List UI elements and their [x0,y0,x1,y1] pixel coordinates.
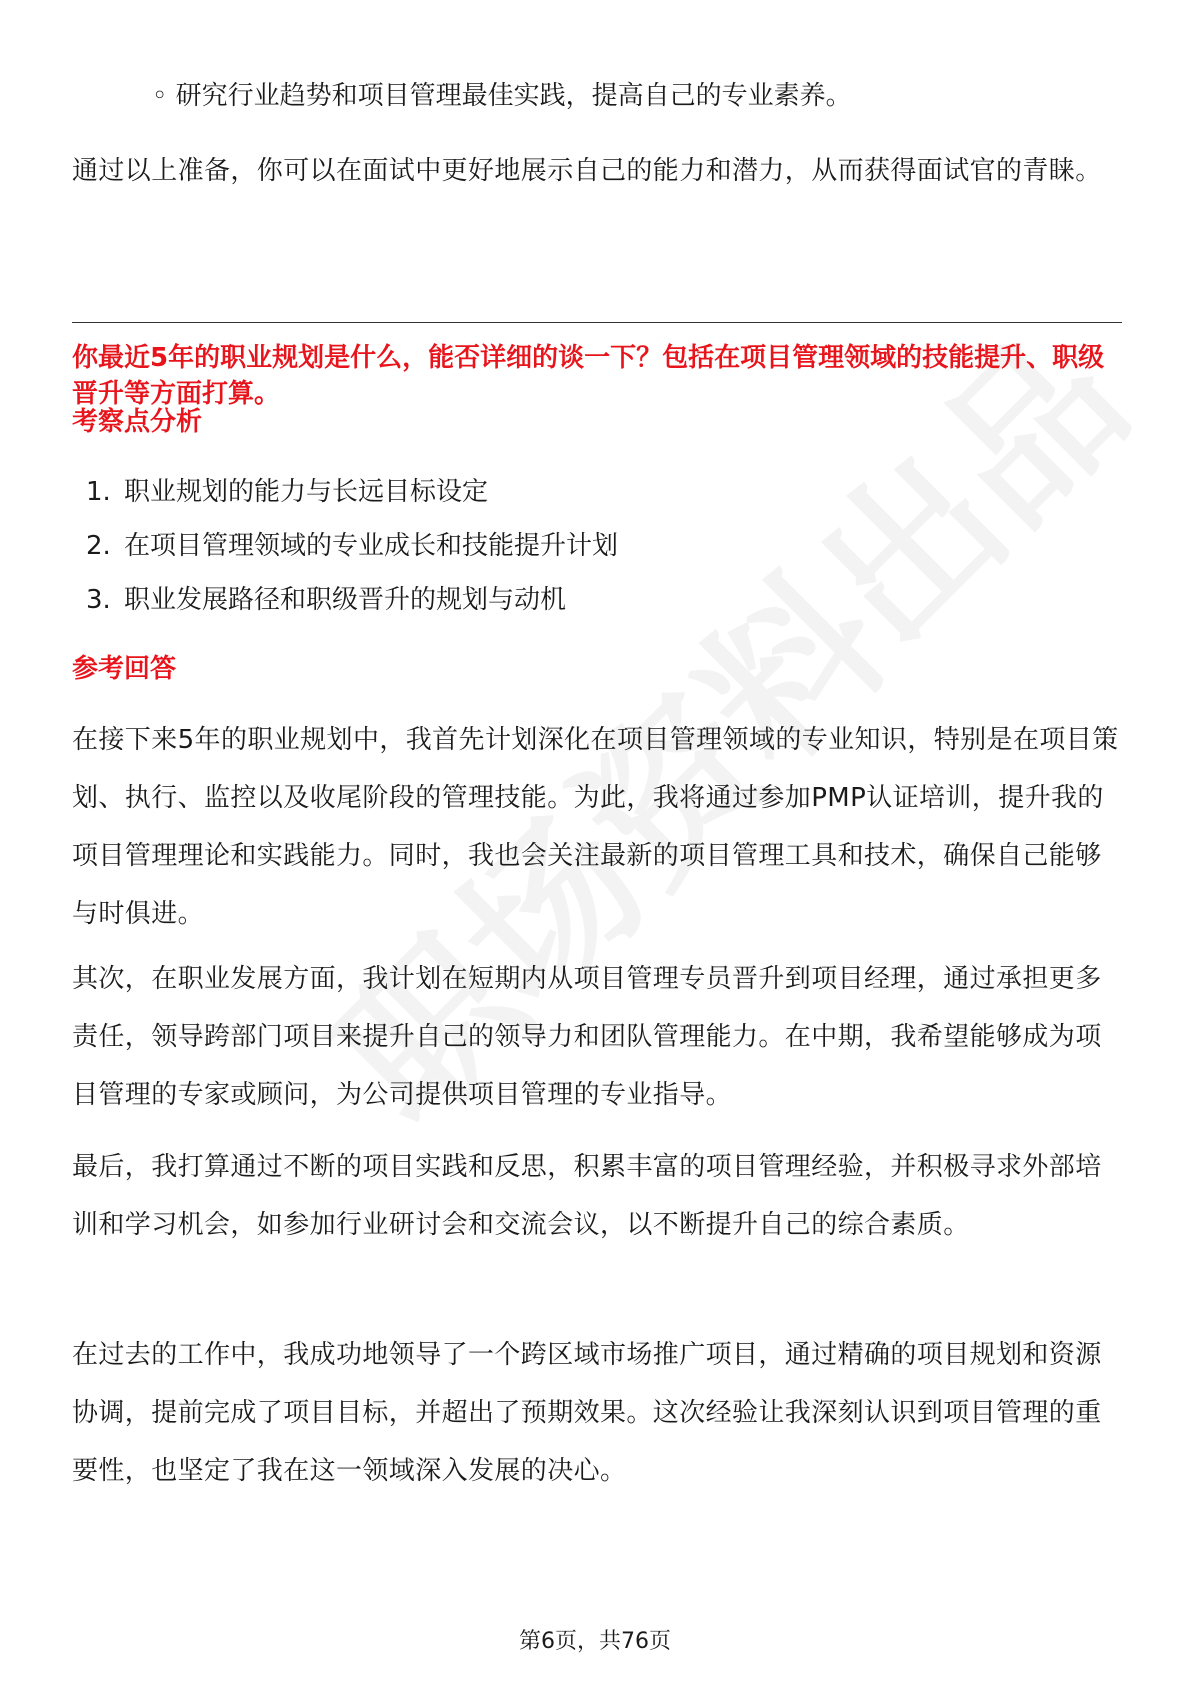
page-footer: 第6页，共76页 [519,1629,671,1654]
analysis-list-item [86,528,618,564]
list-item-text: 职业发展路径和职级晋升的规划与动机 [124,585,567,615]
answer-paragraph: 其次，在职业发展方面，我计划在短期内从项目管理专员晋升到项目经理，通过承担更多责任，领导跨部门项目来提升自己的领导力和团队管理能力。在中期，我希望能够成为项目管理的专家或顾问，为公司提供项目管理的专业指导。 [72,964,1102,1110]
analysis-heading: 考察点分析 [72,407,203,437]
answer-paragraph: 在接下来5年的职业规划中，我首先计划深化在项目管理领域的专业知识，特别是在项目策划、执行、监控以及收尾阶段的管理技能。为此，我将通过参加PMP认证培训，提升我的项目管理理论和实践能力。同时，我也会关注最新的项目管理工具和技术，确保自己能够与时俱进。 [72,725,1119,929]
list-number: 2. [86,531,111,561]
list-number: 1. [86,477,111,507]
list-item-text: 在项目管理领域的专业成长和技能提升计划 [124,531,619,561]
answer-paragraph: 最后，我打算通过不断的项目实践和反思，积累丰富的项目管理经验，并积极寻求外部培训和学习机会，如参加行业研讨会和交流会议，以不断提升自己的综合素质。 [72,1152,1102,1240]
bullet-text: 研究行业趋势和项目管理最佳实践，提高自己的专业素养。 [175,81,852,111]
list-item-text: 职业规划的能力与长远目标设定 [124,477,489,507]
answer-heading: 参考回答 [72,654,177,684]
analysis-list-item [86,474,488,510]
analysis-list-item [86,582,566,618]
section-divider [72,322,1122,323]
bullet-item [152,76,852,116]
list-number: 3. [86,585,111,615]
interview-question: 你最近5年的职业规划是什么，能否详细的谈一下？包括在项目管理领域的技能提升、职级晋升等方面打算。 [72,343,1105,409]
intro-paragraph: 通过以上准备，你可以在面试中更好地展示自己的能力和潜力，从而获得面试官的青睐。 [72,156,1102,186]
hollow-bullet-icon: ◦ [152,81,168,111]
answer-paragraph: 在过去的工作中，我成功地领导了一个跨区域市场推广项目，通过精确的项目规划和资源协调，提前完成了项目目标，并超出了预期效果。这次经验让我深刻认识到项目管理的重要性，也坚定了我在这一领域深入发展的决心。 [72,1340,1102,1486]
